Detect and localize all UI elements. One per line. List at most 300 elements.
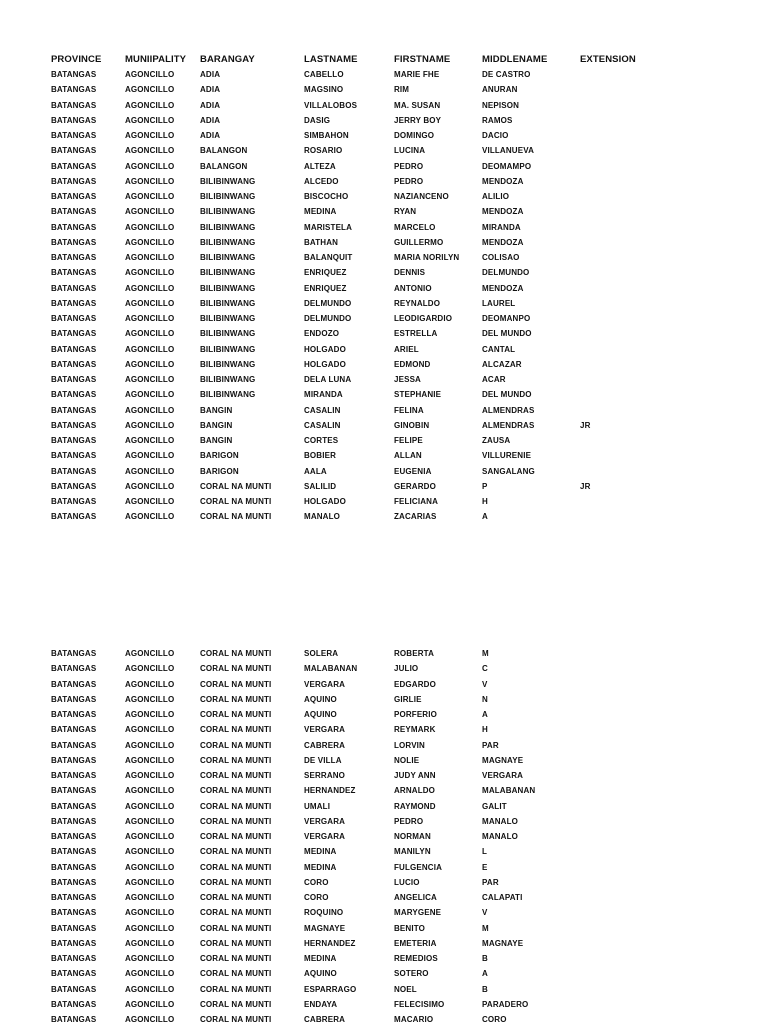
municipality-cell: AGONCILLO (125, 786, 175, 796)
province-cell: BATANGAS (51, 344, 97, 354)
table-row (46, 189, 666, 204)
province-cell: BATANGAS (51, 222, 97, 232)
municipality-cell: AGONCILLO (125, 938, 175, 948)
middlename-cell: VILLURENIE (482, 451, 532, 461)
firstname-cell: GINOBIN (394, 420, 430, 430)
extension-cell (575, 98, 666, 113)
middlename-cell: NEPISON (482, 100, 520, 110)
middlename-cell: SANGALANG (482, 466, 535, 476)
barangay-cell: ADIA (200, 115, 221, 125)
middlename-cell: P (482, 481, 488, 491)
barangay-cell: CORAL NA MUNTI (200, 984, 272, 994)
province-cell: BATANGAS (51, 375, 97, 385)
firstname-cell: EDGARDO (394, 679, 436, 689)
lastname-cell: MEDINA (304, 954, 337, 964)
table-row (46, 966, 666, 981)
extension-cell (575, 814, 666, 829)
table-row (46, 936, 666, 951)
middlename-cell: LAUREL (482, 298, 516, 308)
province-cell: BATANGAS (51, 359, 97, 369)
table-row (46, 67, 666, 82)
extension-cell (575, 494, 666, 509)
municipality-cell: AGONCILLO (125, 100, 175, 110)
table-row (46, 326, 666, 341)
records-table-top-body (46, 67, 666, 525)
municipality-cell: AGONCILLO (125, 923, 175, 933)
table-row (46, 707, 666, 722)
province-cell: BATANGAS (51, 298, 97, 308)
barangay-cell: ADIA (200, 85, 221, 95)
table-row (46, 1012, 666, 1027)
lastname-cell: CORO (304, 877, 329, 887)
municipality-cell: AGONCILLO (125, 969, 175, 979)
lastname-cell: CABRERA (304, 740, 346, 750)
firstname-cell: STEPHANIE (394, 390, 442, 400)
middlename-cell: C (482, 664, 488, 674)
municipality-cell: AGONCILLO (125, 512, 175, 522)
province-cell: BATANGAS (51, 466, 97, 476)
lastname-cell: CORO (304, 893, 329, 903)
barangay-cell: BANGIN (200, 405, 233, 415)
province-cell: BATANGAS (51, 984, 97, 994)
table-row (46, 265, 666, 280)
table-row (46, 464, 666, 479)
extension-cell (575, 372, 666, 387)
municipality-cell: AGONCILLO (125, 649, 175, 659)
middlename-cell: E (482, 862, 488, 872)
firstname-cell: NOLIE (394, 755, 420, 765)
table-row (46, 143, 666, 158)
lastname-cell: VERGARA (304, 816, 346, 826)
header-barangay: BARANGAY (200, 54, 255, 65)
middlename-cell: L (482, 847, 488, 857)
lastname-cell: MALABANAN (304, 664, 358, 674)
table-row (46, 951, 666, 966)
table-row (46, 768, 666, 783)
barangay-cell: CORAL NA MUNTI (200, 893, 272, 903)
province-cell: BATANGAS (51, 694, 97, 704)
firstname-cell: MARIE FHE (394, 70, 440, 80)
barangay-cell: ADIA (200, 131, 221, 141)
table-row (46, 982, 666, 997)
lastname-cell: VILLALOBOS (304, 100, 358, 110)
extension-cell (575, 921, 666, 936)
province-cell: BATANGAS (51, 755, 97, 765)
table-row (46, 753, 666, 768)
province-cell: BATANGAS (51, 801, 97, 811)
extension-cell (575, 890, 666, 905)
barangay-cell: BILIBINWANG (200, 237, 256, 247)
barangay-cell: CORAL NA MUNTI (200, 969, 272, 979)
barangay-cell: CORAL NA MUNTI (200, 755, 272, 765)
extension-cell (575, 464, 666, 479)
table-row (46, 311, 666, 326)
province-cell: BATANGAS (51, 100, 97, 110)
table-row (46, 128, 666, 143)
header-middlename: MIDDLENAME (482, 54, 548, 65)
province-cell: BATANGAS (51, 420, 97, 430)
barangay-cell: CORAL NA MUNTI (200, 771, 272, 781)
table-row (46, 722, 666, 737)
firstname-cell: FELINA (394, 405, 424, 415)
municipality-cell: AGONCILLO (125, 176, 175, 186)
barangay-cell: CORAL NA MUNTI (200, 816, 272, 826)
municipality-cell: AGONCILLO (125, 359, 175, 369)
barangay-cell: CORAL NA MUNTI (200, 679, 272, 689)
province-cell: BATANGAS (51, 999, 97, 1009)
middlename-cell: N (482, 694, 488, 704)
extension-cell (575, 220, 666, 235)
middlename-cell: CANTAL (482, 344, 516, 354)
barangay-cell: CORAL NA MUNTI (200, 847, 272, 857)
province-cell: BATANGAS (51, 725, 97, 735)
middlename-cell: M (482, 649, 489, 659)
barangay-cell: BANGIN (200, 436, 233, 446)
municipality-cell: AGONCILLO (125, 329, 175, 339)
extension-cell (575, 448, 666, 463)
lastname-cell: SERRANO (304, 771, 346, 781)
lastname-cell: AQUINO (304, 710, 337, 720)
extension-cell (575, 67, 666, 82)
lastname-cell: ENRIQUEZ (304, 283, 347, 293)
middlename-cell: ALMENDRAS (482, 420, 535, 430)
lastname-cell: AALA (304, 466, 327, 476)
table-row (46, 433, 666, 448)
middlename-cell: V (482, 679, 488, 689)
municipality-cell: AGONCILLO (125, 954, 175, 964)
middlename-cell: B (482, 984, 488, 994)
extension-cell (575, 357, 666, 372)
middlename-cell: VILLANUEVA (482, 146, 535, 156)
firstname-cell: PEDRO (394, 176, 424, 186)
extension-cell (575, 296, 666, 311)
barangay-cell: BILIBINWANG (200, 314, 256, 324)
table-row (46, 799, 666, 814)
extension-cell (575, 235, 666, 250)
lastname-cell: DE VILLA (304, 755, 342, 765)
barangay-cell: BILIBINWANG (200, 329, 256, 339)
table-row (46, 905, 666, 920)
municipality-cell: AGONCILLO (125, 801, 175, 811)
barangay-cell: BILIBINWANG (200, 390, 256, 400)
barangay-cell: ADIA (200, 100, 221, 110)
middlename-cell: A (482, 512, 488, 522)
province-cell: BATANGAS (51, 923, 97, 933)
province-cell: BATANGAS (51, 679, 97, 689)
lastname-cell: CASALIN (304, 405, 341, 415)
municipality-cell: AGONCILLO (125, 420, 175, 430)
firstname-cell: REYMARK (394, 725, 436, 735)
firstname-cell: ROBERTA (394, 649, 435, 659)
barangay-cell: CORAL NA MUNTI (200, 786, 272, 796)
lastname-cell: ESPARRAGO (304, 984, 357, 994)
table-row (46, 372, 666, 387)
firstname-cell: LORVIN (394, 740, 425, 750)
province-cell: BATANGAS (51, 192, 97, 202)
municipality-cell: AGONCILLO (125, 999, 175, 1009)
extension-cell (575, 82, 666, 97)
firstname-cell: LEODIGARDIO (394, 314, 453, 324)
province-cell: BATANGAS (51, 207, 97, 217)
barangay-cell: CORAL NA MUNTI (200, 710, 272, 720)
middlename-cell: B (482, 954, 488, 964)
middlename-cell: MENDOZA (482, 237, 524, 247)
barangay-cell: CORAL NA MUNTI (200, 694, 272, 704)
firstname-cell: JESSA (394, 375, 421, 385)
middlename-cell: MANALO (482, 816, 519, 826)
province-cell: BATANGAS (51, 938, 97, 948)
lastname-cell: AQUINO (304, 969, 337, 979)
province-cell: BATANGAS (51, 176, 97, 186)
firstname-cell: ARNALDO (394, 786, 436, 796)
province-cell: BATANGAS (51, 816, 97, 826)
header-firstname: FIRSTNAME (394, 54, 451, 65)
province-cell: BATANGAS (51, 771, 97, 781)
barangay-cell: BANGIN (200, 420, 233, 430)
extension-cell (575, 311, 666, 326)
middlename-cell: DACIO (482, 131, 509, 141)
lastname-cell: MEDINA (304, 207, 337, 217)
table-row (46, 814, 666, 829)
table-row (46, 890, 666, 905)
province-cell: BATANGAS (51, 314, 97, 324)
middlename-cell: ZAUSA (482, 436, 511, 446)
extension-cell (575, 936, 666, 951)
table-row (46, 296, 666, 311)
table-row (46, 738, 666, 753)
extension-cell (575, 281, 666, 296)
header-municipality: MUNIIPALITY (125, 54, 187, 65)
table-row (46, 448, 666, 463)
municipality-cell: AGONCILLO (125, 131, 175, 141)
middlename-cell: M (482, 923, 489, 933)
municipality-cell: AGONCILLO (125, 984, 175, 994)
province-cell: BATANGAS (51, 268, 97, 278)
firstname-cell: MARCELO (394, 222, 436, 232)
table-row (46, 250, 666, 265)
firstname-cell: REYNALDO (394, 298, 441, 308)
middlename-cell: MAGNAYE (482, 938, 524, 948)
barangay-cell: CORAL NA MUNTI (200, 954, 272, 964)
middlename-cell: H (482, 725, 488, 735)
middlename-cell: DEL MUNDO (482, 329, 532, 339)
table-row (46, 204, 666, 219)
barangay-cell: CORAL NA MUNTI (200, 664, 272, 674)
middlename-cell: DEOMAMPO (482, 161, 532, 171)
province-cell: BATANGAS (51, 481, 97, 491)
firstname-cell: MARYGENE (394, 908, 442, 918)
municipality-cell: AGONCILLO (125, 283, 175, 293)
barangay-cell: CORAL NA MUNTI (200, 740, 272, 750)
extension-cell (575, 143, 666, 158)
middlename-cell: DE CASTRO (482, 70, 531, 80)
barangay-cell: CORAL NA MUNTI (200, 862, 272, 872)
extension-cell (575, 905, 666, 920)
lastname-cell: VERGARA (304, 725, 346, 735)
municipality-cell: AGONCILLO (125, 436, 175, 446)
extension-cell (575, 844, 666, 859)
province-cell: BATANGAS (51, 969, 97, 979)
lastname-cell: ALTEZA (304, 161, 336, 171)
table-row (46, 677, 666, 692)
records-table-bottom-body (46, 646, 666, 1027)
extension-cell (575, 768, 666, 783)
extension-cell (575, 677, 666, 692)
firstname-cell: EDMOND (394, 359, 431, 369)
table-row (46, 783, 666, 798)
firstname-cell: PORFERIO (394, 710, 437, 720)
municipality-cell: AGONCILLO (125, 314, 175, 324)
barangay-cell: BALANGON (200, 146, 248, 156)
extension-cell (575, 113, 666, 128)
municipality-cell: AGONCILLO (125, 664, 175, 674)
province-cell: BATANGAS (51, 710, 97, 720)
province-cell: BATANGAS (51, 253, 97, 263)
municipality-cell: AGONCILLO (125, 847, 175, 857)
firstname-cell: MACARIO (394, 1015, 434, 1025)
firstname-cell: EUGENIA (394, 466, 432, 476)
firstname-cell: JULIO (394, 664, 419, 674)
municipality-cell: AGONCILLO (125, 893, 175, 903)
table-row (46, 342, 666, 357)
table-row (46, 646, 666, 661)
province-cell: BATANGAS (51, 1015, 97, 1025)
extension-cell (575, 204, 666, 219)
lastname-cell: UMALI (304, 801, 331, 811)
table-row (46, 113, 666, 128)
lastname-cell: MEDINA (304, 862, 337, 872)
table-row (46, 875, 666, 890)
firstname-cell: MANILYN (394, 847, 431, 857)
province-cell: BATANGAS (51, 512, 97, 522)
middlename-cell: MIRANDA (482, 222, 521, 232)
middlename-cell: RAMOS (482, 115, 513, 125)
table-row (46, 860, 666, 875)
table-row (46, 921, 666, 936)
firstname-cell: PEDRO (394, 161, 424, 171)
firstname-cell: FELIPE (394, 436, 423, 446)
table-row (46, 159, 666, 174)
lastname-cell: AQUINO (304, 694, 337, 704)
firstname-cell: GERARDO (394, 481, 436, 491)
province-cell: BATANGAS (51, 786, 97, 796)
middlename-cell: A (482, 710, 488, 720)
extension-cell (575, 509, 666, 524)
municipality-cell: AGONCILLO (125, 115, 175, 125)
extension-cell (575, 189, 666, 204)
table-row (46, 220, 666, 235)
table-row (46, 403, 666, 418)
firstname-cell: NAZIANCENO (394, 192, 449, 202)
extension-cell (575, 997, 666, 1012)
firstname-cell: REMEDIOS (394, 954, 438, 964)
table-row (46, 281, 666, 296)
province-cell: BATANGAS (51, 908, 97, 918)
municipality-cell: AGONCILLO (125, 679, 175, 689)
lastname-cell: HERNANDEZ (304, 938, 356, 948)
firstname-cell: FULGENCIA (394, 862, 443, 872)
records-table-top (46, 52, 666, 525)
province-cell: BATANGAS (51, 405, 97, 415)
municipality-cell: AGONCILLO (125, 481, 175, 491)
lastname-cell: MAGNAYE (304, 923, 346, 933)
middlename-cell: V (482, 908, 488, 918)
barangay-cell: CORAL NA MUNTI (200, 923, 272, 933)
lastname-cell: ENDAYA (304, 999, 338, 1009)
extension-cell (575, 250, 666, 265)
municipality-cell: AGONCILLO (125, 725, 175, 735)
firstname-cell: PEDRO (394, 816, 424, 826)
middlename-cell: COLISAO (482, 253, 520, 263)
lastname-cell: BALANQUIT (304, 253, 353, 263)
extension-cell (575, 342, 666, 357)
middlename-cell: CALAPATI (482, 893, 523, 903)
extension-cell (575, 265, 666, 280)
municipality-cell: AGONCILLO (125, 694, 175, 704)
province-cell: BATANGAS (51, 237, 97, 247)
table-row (46, 479, 666, 494)
municipality-cell: AGONCILLO (125, 268, 175, 278)
firstname-cell: ALLAN (394, 451, 422, 461)
barangay-cell: CORAL NA MUNTI (200, 649, 272, 659)
barangay-cell: BILIBINWANG (200, 176, 256, 186)
header-extension: EXTENSION (580, 54, 636, 65)
lastname-cell: VERGARA (304, 679, 346, 689)
lastname-cell: DELMUNDO (304, 314, 352, 324)
header-row (46, 52, 666, 67)
middlename-cell: MENDOZA (482, 176, 524, 186)
municipality-cell: AGONCILLO (125, 70, 175, 80)
municipality-cell: AGONCILLO (125, 85, 175, 95)
province-cell: BATANGAS (51, 740, 97, 750)
table-row (46, 357, 666, 372)
firstname-cell: FELICIANA (394, 497, 439, 507)
firstname-cell: RAYMOND (394, 801, 436, 811)
barangay-cell: BARIGON (200, 451, 239, 461)
middlename-cell: DEL MUNDO (482, 390, 532, 400)
header-lastname: LASTNAME (304, 54, 358, 65)
header-province: PROVINCE (51, 54, 102, 65)
lastname-cell: ENDOZO (304, 329, 340, 339)
middlename-cell: MALABANAN (482, 786, 536, 796)
table-row (46, 82, 666, 97)
lastname-cell: MANALO (304, 512, 341, 522)
firstname-cell: MA. SUSAN (394, 100, 441, 110)
middlename-cell: ANURAN (482, 85, 518, 95)
province-cell: BATANGAS (51, 877, 97, 887)
municipality-cell: AGONCILLO (125, 451, 175, 461)
firstname-cell: MARIA NORILYN (394, 253, 460, 263)
middlename-cell: DELMUNDO (482, 268, 530, 278)
extension-cell (575, 661, 666, 676)
lastname-cell: SIMBAHON (304, 131, 349, 141)
firstname-cell: ANGELICA (394, 893, 437, 903)
firstname-cell: ZACARIAS (394, 512, 437, 522)
lastname-cell: SOLERA (304, 649, 339, 659)
firstname-cell: DOMINGO (394, 131, 435, 141)
lastname-cell: MEDINA (304, 847, 337, 857)
firstname-cell: SOTERO (394, 969, 429, 979)
municipality-cell: AGONCILLO (125, 375, 175, 385)
lastname-cell: DASIG (304, 115, 331, 125)
extension-cell (575, 951, 666, 966)
extension-cell (575, 722, 666, 737)
middlename-cell: CORO (482, 1015, 507, 1025)
extension-cell (575, 707, 666, 722)
extension-cell: JR (580, 481, 591, 491)
municipality-cell: AGONCILLO (125, 237, 175, 247)
province-cell: BATANGAS (51, 893, 97, 903)
